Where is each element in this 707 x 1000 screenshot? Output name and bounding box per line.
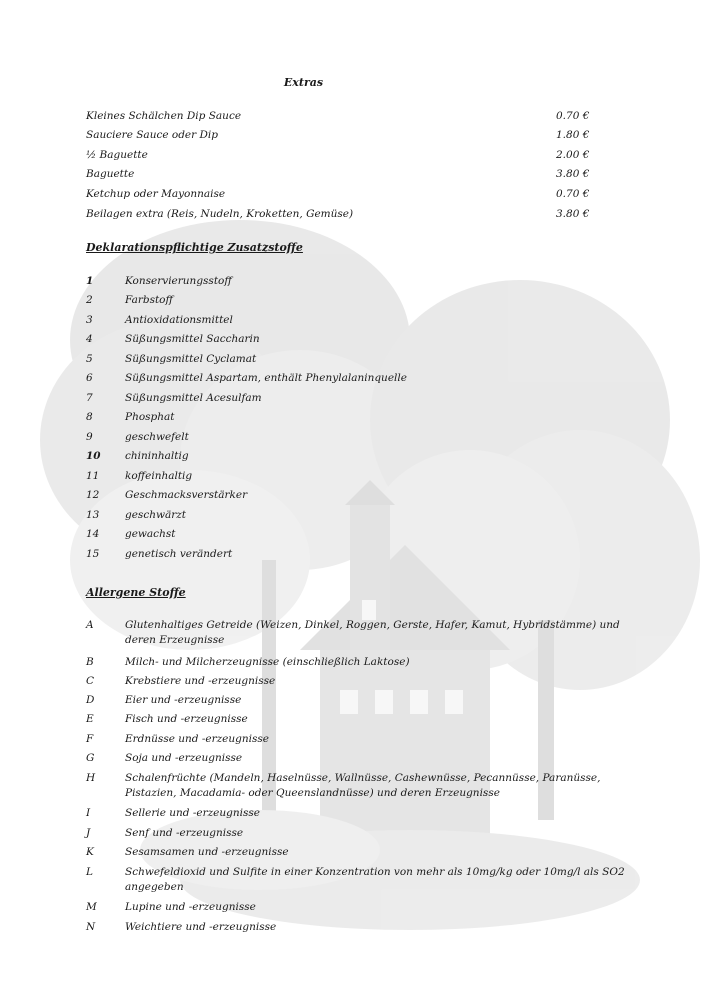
allergen-label: Milch- und Milcherzeugnisse (einschließlich Laktose) — [125, 656, 410, 668]
additive-code: 5 — [86, 353, 93, 365]
allergen-code: C — [86, 675, 95, 687]
extras-item-name: Beilagen extra (Reis, Nudeln, Kroketten, Gemüse) — [86, 208, 354, 220]
allergen-label: Senf und -erzeugnisse — [125, 827, 244, 839]
additive-code: 3 — [86, 314, 93, 326]
extras-item-name: Kleines Schälchen Dip Sauce — [86, 110, 242, 122]
additive-code: 1 — [86, 275, 94, 287]
allergen-code: I — [86, 807, 91, 819]
additive-label: Süßungsmittel Saccharin — [125, 333, 260, 345]
allergen-code: G — [86, 752, 95, 764]
allergen-label: Sesamsamen und -erzeugnisse — [125, 846, 289, 858]
extras-item-price: 0.70 € — [556, 110, 590, 122]
additive-code: 10 — [86, 450, 101, 462]
allergen-code: K — [86, 846, 94, 858]
additive-code: 9 — [86, 431, 93, 443]
additive-label: Geschmacksverstärker — [125, 489, 248, 501]
allergen-label: Eier und -erzeugnisse — [125, 694, 242, 706]
allergens-heading: Allergene Stoffe — [86, 586, 186, 599]
extras-item-price: 1.80 € — [556, 129, 590, 141]
additive-code: 14 — [86, 528, 100, 540]
allergen-code: H — [86, 772, 96, 784]
allergen-label: Sellerie und -erzeugnisse — [125, 807, 260, 819]
additive-code: 7 — [86, 392, 93, 404]
allergen-code: F — [86, 733, 94, 745]
extras-title: Extras — [283, 76, 324, 89]
allergen-label: Lupine und -erzeugnisse — [125, 901, 256, 913]
extras-item-price: 2.00 € — [556, 149, 590, 161]
additive-label: geschwefelt — [125, 431, 189, 443]
additive-label: Süßungsmittel Aspartam, enthält Phenylalaninquelle — [125, 372, 407, 384]
allergen-label: Erdnüsse und -erzeugnisse — [125, 733, 269, 745]
additive-code: 4 — [86, 333, 93, 345]
extras-item-name: Sauciere Sauce oder Dip — [86, 129, 218, 141]
additive-label: chininhaltig — [125, 450, 189, 462]
additive-label: Süßungsmittel Cyclamat — [125, 353, 257, 365]
additive-label: Antioxidationsmittel — [125, 314, 233, 326]
allergen-code: E — [86, 713, 94, 725]
allergen-code: A — [86, 619, 94, 631]
additive-label: Farbstoff — [125, 294, 173, 306]
additive-code: 13 — [86, 509, 100, 521]
allergen-label: Weichtiere und -erzeugnisse — [125, 921, 277, 933]
allergen-code: L — [86, 866, 93, 878]
allergen-code: N — [86, 921, 96, 933]
additive-label: genetisch verändert — [125, 548, 233, 560]
additive-code: 8 — [86, 411, 93, 423]
additive-label: Süßungsmittel Acesulfam — [125, 392, 262, 404]
additive-code: 11 — [86, 470, 100, 482]
additive-code: 2 — [86, 294, 93, 306]
additives-heading: Deklarationspflichtige Zusatzstoffe — [86, 241, 303, 254]
additive-label: Phosphat — [125, 411, 175, 423]
extras-item-name: ½ Baguette — [86, 149, 148, 161]
additive-label: geschwärzt — [125, 509, 186, 521]
extras-item-price: 3.80 € — [556, 208, 590, 220]
additive-label: gewachst — [125, 528, 176, 540]
allergen-code: D — [86, 694, 95, 706]
allergen-label: Glutenhaltiges Getreide (Weizen, Dinkel, Roggen, Gerste, Hafer, Kamut, Hybridstämme) und deren Erzeugnisse — [125, 619, 620, 646]
allergen-label: Schwefeldioxid und Sulfite in einer Konzentration von mehr als 10mg/kg oder 10mg/l als SO2 angegeben — [125, 866, 625, 893]
allergen-label: Krebstiere und -erzeugnisse — [125, 675, 276, 687]
additive-code: 6 — [86, 372, 93, 384]
allergen-code: J — [86, 827, 91, 839]
allergen-code: M — [86, 901, 97, 913]
additive-label: koffeinhaltig — [125, 470, 193, 482]
extras-item-price: 0.70 € — [556, 188, 590, 200]
extras-item-name: Ketchup oder Mayonnaise — [86, 188, 226, 200]
allergen-label: Schalenfrüchte (Mandeln, Haselnüsse, Wallnüsse, Cashewnüsse, Pecannüsse, Paranüsse, Pistazien, Macadamia- oder Queenslandnüsse) und deren Erzeugnisse — [125, 772, 601, 799]
allergen-code: B — [86, 656, 94, 668]
allergen-label: Fisch und -erzeugnisse — [125, 713, 248, 725]
additive-label: Konservierungsstoff — [125, 275, 232, 287]
additive-code: 15 — [86, 548, 100, 560]
extras-item-price: 3.80 € — [556, 168, 590, 180]
additive-code: 12 — [86, 489, 100, 501]
extras-item-name: Baguette — [86, 168, 135, 180]
allergen-label: Soja und -erzeugnisse — [125, 752, 243, 764]
